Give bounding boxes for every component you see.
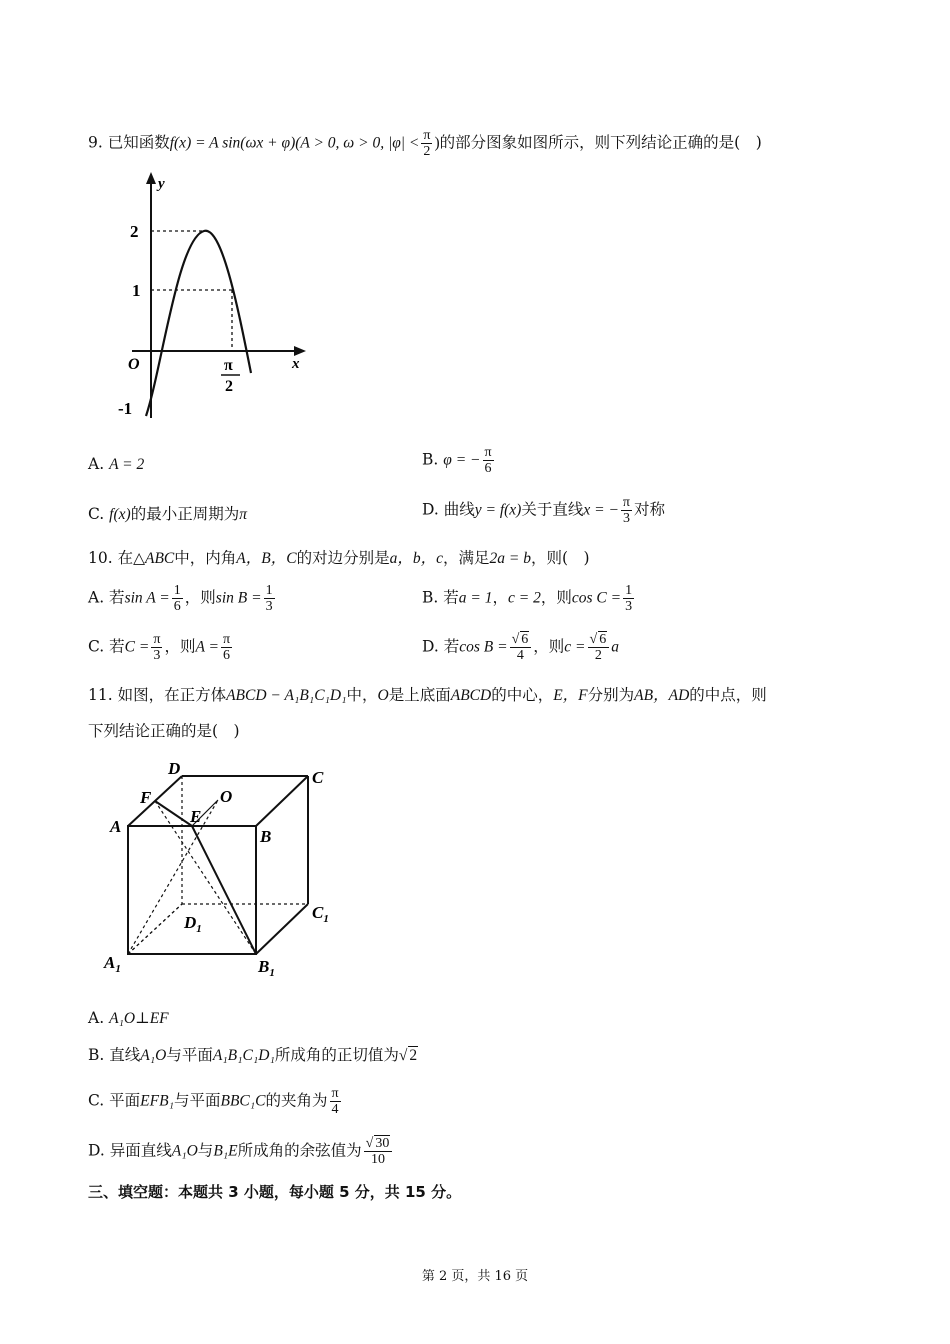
q10-option-d[interactable]: D. 若cos B = $\frac{√ 6}{4}$ ，则c = $\frac{√ 6}{2}$ a [422, 632, 619, 663]
cube-label-O: O [220, 787, 233, 806]
q10-stem: 10. 在△ABC中，内角A，B，C的对边分别是a，b，c，满足2a = b，则( ) [88, 549, 590, 567]
cube-edge-B1C1 [256, 904, 308, 954]
q11-stem-line1: 11. 如图，在正方体ABCD − A₁B₁C₁D₁中，O是上底面ABCD的中心，E，F分别为AB，AD的中点，则 [88, 686, 767, 704]
q9-option-a[interactable]: A. A = 2 [88, 455, 145, 473]
q9-pi-label: π [224, 357, 233, 374]
cube-label-B: B [260, 827, 272, 846]
q9-x-label: x [292, 356, 300, 372]
q9-stem: 9. 已知函数f(x) = A sin(ωx + φ)(A > 0, ω > 0, |φ| < $\frac{\pi}{2}$ )的部分图象如图所示，则下列结论正确的是( ) [88, 128, 762, 159]
q11-option-a[interactable]: A. A₁O⊥EF [88, 1009, 169, 1027]
q9-option-c[interactable]: C. f(x)的最小正周期为π [88, 505, 247, 523]
q9-tick-1: 1 [132, 281, 141, 300]
q9-option-d[interactable]: D. 曲线y = f(x)关于直线x = − $\frac{\pi}{3}$ 对称 [422, 495, 666, 526]
q9-sine-curve [146, 231, 251, 416]
q9-origin-label: O [128, 356, 140, 373]
section-3-heading: 三、填空题：本题共 3 小题，每小题 5 分，共 15 分。 [88, 1183, 462, 1201]
q9-x-arrow [294, 346, 306, 356]
cube-seg-FB1 [155, 801, 256, 954]
cube-label-C: C [312, 768, 324, 787]
q11-option-d[interactable]: D. 异面直线A₁O与B₁E所成角的余弦值为 $\frac{√ 30}{10}$ [88, 1136, 394, 1167]
q9-y-label: y [158, 176, 165, 192]
q11-stem-line2: 下列结论正确的是( ) [88, 722, 240, 740]
page-footer: 第 2 页，共 16 页 [421, 1269, 529, 1284]
cube-label-D: D [168, 759, 181, 778]
q9-y-arrow [146, 172, 156, 184]
cube-seg-A1D1-diag [128, 904, 182, 954]
q10-option-a[interactable]: A. 若sin A = $\frac{1}{6}$ ，则sin B = $\frac{1}{3}$ [88, 583, 273, 614]
cube-edge-BC [256, 776, 308, 826]
q9-function-expr: f(x) = A sin(ωx + φ)(A > 0, ω > 0, |φ| < [169, 134, 420, 152]
q9-option-b[interactable]: B. φ = − $\frac{\pi}{6}$ [422, 445, 492, 476]
q10-option-c[interactable]: C. 若C = $\frac{\pi}{3}$ ，则A = $\frac{\pi}{6}$ [88, 632, 231, 663]
cube-label-F: F [140, 788, 152, 807]
q9-tick-2: 2 [130, 222, 139, 241]
q11-cube-figure [100, 758, 340, 980]
q11-option-b[interactable]: B. 直线A₁O与平面A₁B₁C₁D₁所成角的正切值为√ 2 [88, 1046, 418, 1064]
q9-sine-graph [110, 168, 320, 430]
cube-seg-EF [155, 801, 192, 826]
cube-label-A1: $A_1$ [104, 953, 121, 975]
q9-tick-neg1: -1 [118, 399, 133, 418]
q11-option-c[interactable]: C. 平面EFB₁与平面BBC₁C的夹角为 $\frac{\pi}{4}$ [88, 1086, 339, 1117]
cube-label-B1: $B_1$ [258, 957, 275, 979]
cube-label-D1: $D_1$ [184, 913, 202, 935]
q9-pi-den: 2 [225, 378, 233, 395]
cube-label-A: A [110, 817, 122, 836]
q10-option-b[interactable]: B. 若a = 1，c = 2，则cos C = $\frac{1}{3}$ [422, 583, 633, 614]
q9-bound-fraction: $\frac{\pi}{2}$ [423, 128, 431, 159]
cube-label-E: E [190, 807, 202, 826]
cube-label-C1: $C_1$ [312, 903, 329, 925]
